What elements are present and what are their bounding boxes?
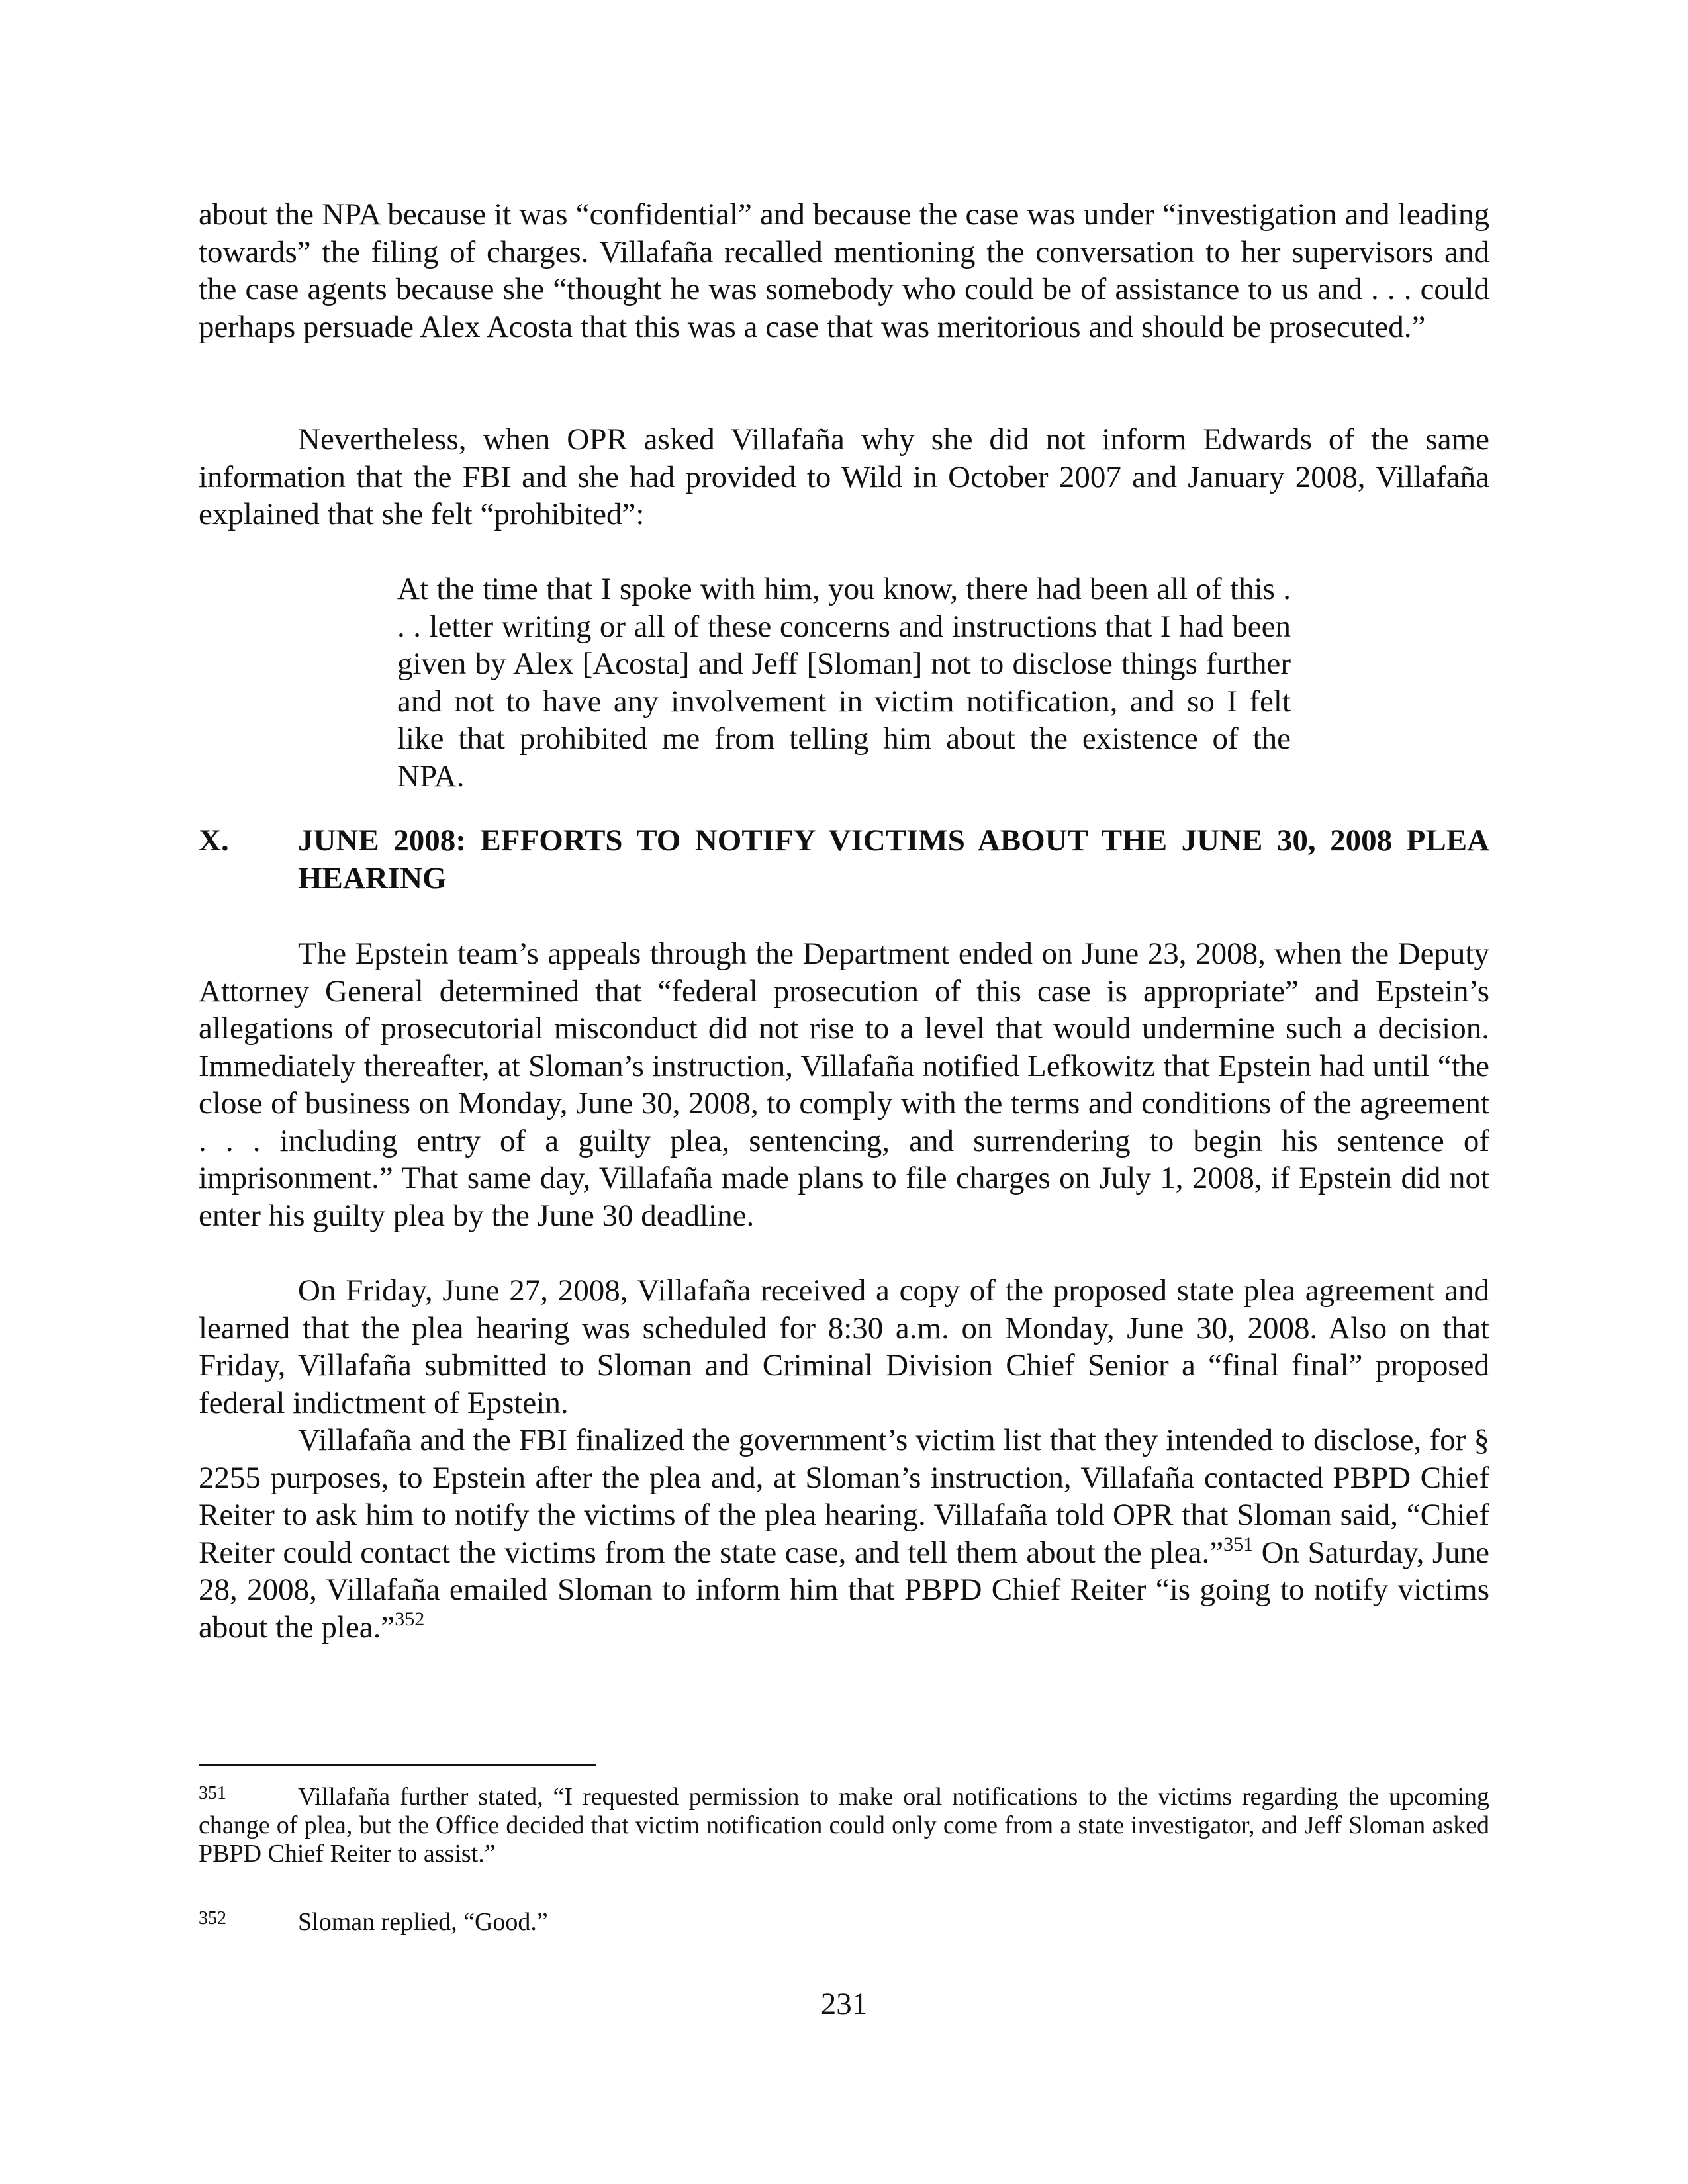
footnote-number: 351 xyxy=(199,1783,226,1803)
paragraph-npa-confidential xyxy=(199,196,1489,345)
footnote-text: Villafaña further stated, “I requested permission to make oral notifications to the victims regarding the upcoming change of plea, but the Office decided that victim notification could only come from a state investigator, and Jeff Sloman asked PBPD Chief Reiter to assist.” xyxy=(199,1783,1489,1868)
footnote-text: Sloman replied, “Good.” xyxy=(298,1908,548,1936)
paragraph-victim-notification xyxy=(199,1422,1489,1646)
section-title: JUNE 2008: EFFORTS TO NOTIFY VICTIMS ABOUT THE JUNE 30, 2008 PLEA HEARING xyxy=(298,823,1489,895)
footnote-number: 352 xyxy=(199,1908,226,1929)
block-quote xyxy=(397,570,1291,795)
footnote xyxy=(199,1908,1489,1936)
paragraph-text-part: Villafaña and the FBI finalized the government’s victim list that they intended to disclose, for § 2255 purposes, to Epstein after the plea and, at Sloman’s instruction, Villafaña contacted PBPD Chief Reiter to ask him to notify the victims of the plea hearing. Villafaña told OPR that Sloman said, “Chief Reiter could contact the victims from the state case, and tell them about the plea.” xyxy=(199,1423,1489,1570)
footnote-reference: 352 xyxy=(395,1608,425,1630)
section-number: X. xyxy=(199,823,229,858)
page-number: 231 xyxy=(820,1987,868,2021)
footnote xyxy=(199,1783,1489,1868)
paragraph-opr-question xyxy=(199,421,1489,533)
paragraph-text: Nevertheless, when OPR asked Villafaña why she did not inform Edwards of the same information that the FBI and she had provided to Wild in October 2007 and January 2008, Villafaña explained that she felt “prohibited”: xyxy=(199,422,1489,531)
footnote-reference: 351 xyxy=(1223,1533,1254,1555)
paragraph-plea-hearing-scheduled xyxy=(199,1272,1489,1422)
paragraph-text-part: On Saturday, June 28, 2008, Villafaña emailed Sloman to inform him that PBPD Chief Reiter “is going to notify victims about the plea.” xyxy=(199,1535,1489,1645)
paragraph-text: On Friday, June 27, 2008, Villafaña received a copy of the proposed state plea agreement and learned that the plea hearing was scheduled for 8:30 a.m. on Monday, June 30, 2008. Also on that Friday, Villafaña submitted to Sloman and Criminal Division Chief Senior a “final final” proposed federal indictment of Epstein. xyxy=(199,1273,1489,1420)
block-quote-text: At the time that I spoke with him, you know, there had been all of this . . . letter writing or all of these concerns and instructions that I had been given by Alex [Acosta] and Jeff [Sloman] not to disclose things further and not to have any involvement in victim notification, and so I felt like that prohibited me from telling him about the existence of the NPA. xyxy=(397,572,1291,794)
paragraph-appeals-ended xyxy=(199,935,1489,1234)
paragraph-text: about the NPA because it was “confidential” and because the case was under “investigation and leading towards” the filing of charges. Villafaña recalled mentioning the conversation to her supervisors and the case agents because she “thought he was somebody who could be of assistance to us and . . . could perhaps persuade Alex Acosta that this was a case that was meritorious and should be prosecuted.” xyxy=(199,197,1489,344)
footnote-separator xyxy=(199,1764,596,1766)
paragraph-text xyxy=(199,1422,1489,1646)
paragraph-text: The Epstein team’s appeals through the Department ended on June 23, 2008, when the Deputy Attorney General determined that “federal prosecution of this case is appropriate” and Epstein’s allegations of prosecutorial misconduct did not rise to a level that would undermine such a decision. Immediately thereafter, at Sloman’s instruction, Villafaña notified Lefkowitz that Epstein had until “the close of business on Monday, June 30, 2008, to comply with the terms and conditions of the agreement . . . including entry of a guilty plea, sentencing, and surrendering to begin his sentence of imprisonment.” That same day, Villafaña made plans to file charges on July 1, 2008, if Epstein did not enter his guilty plea by the June 30 deadline. xyxy=(199,936,1489,1233)
